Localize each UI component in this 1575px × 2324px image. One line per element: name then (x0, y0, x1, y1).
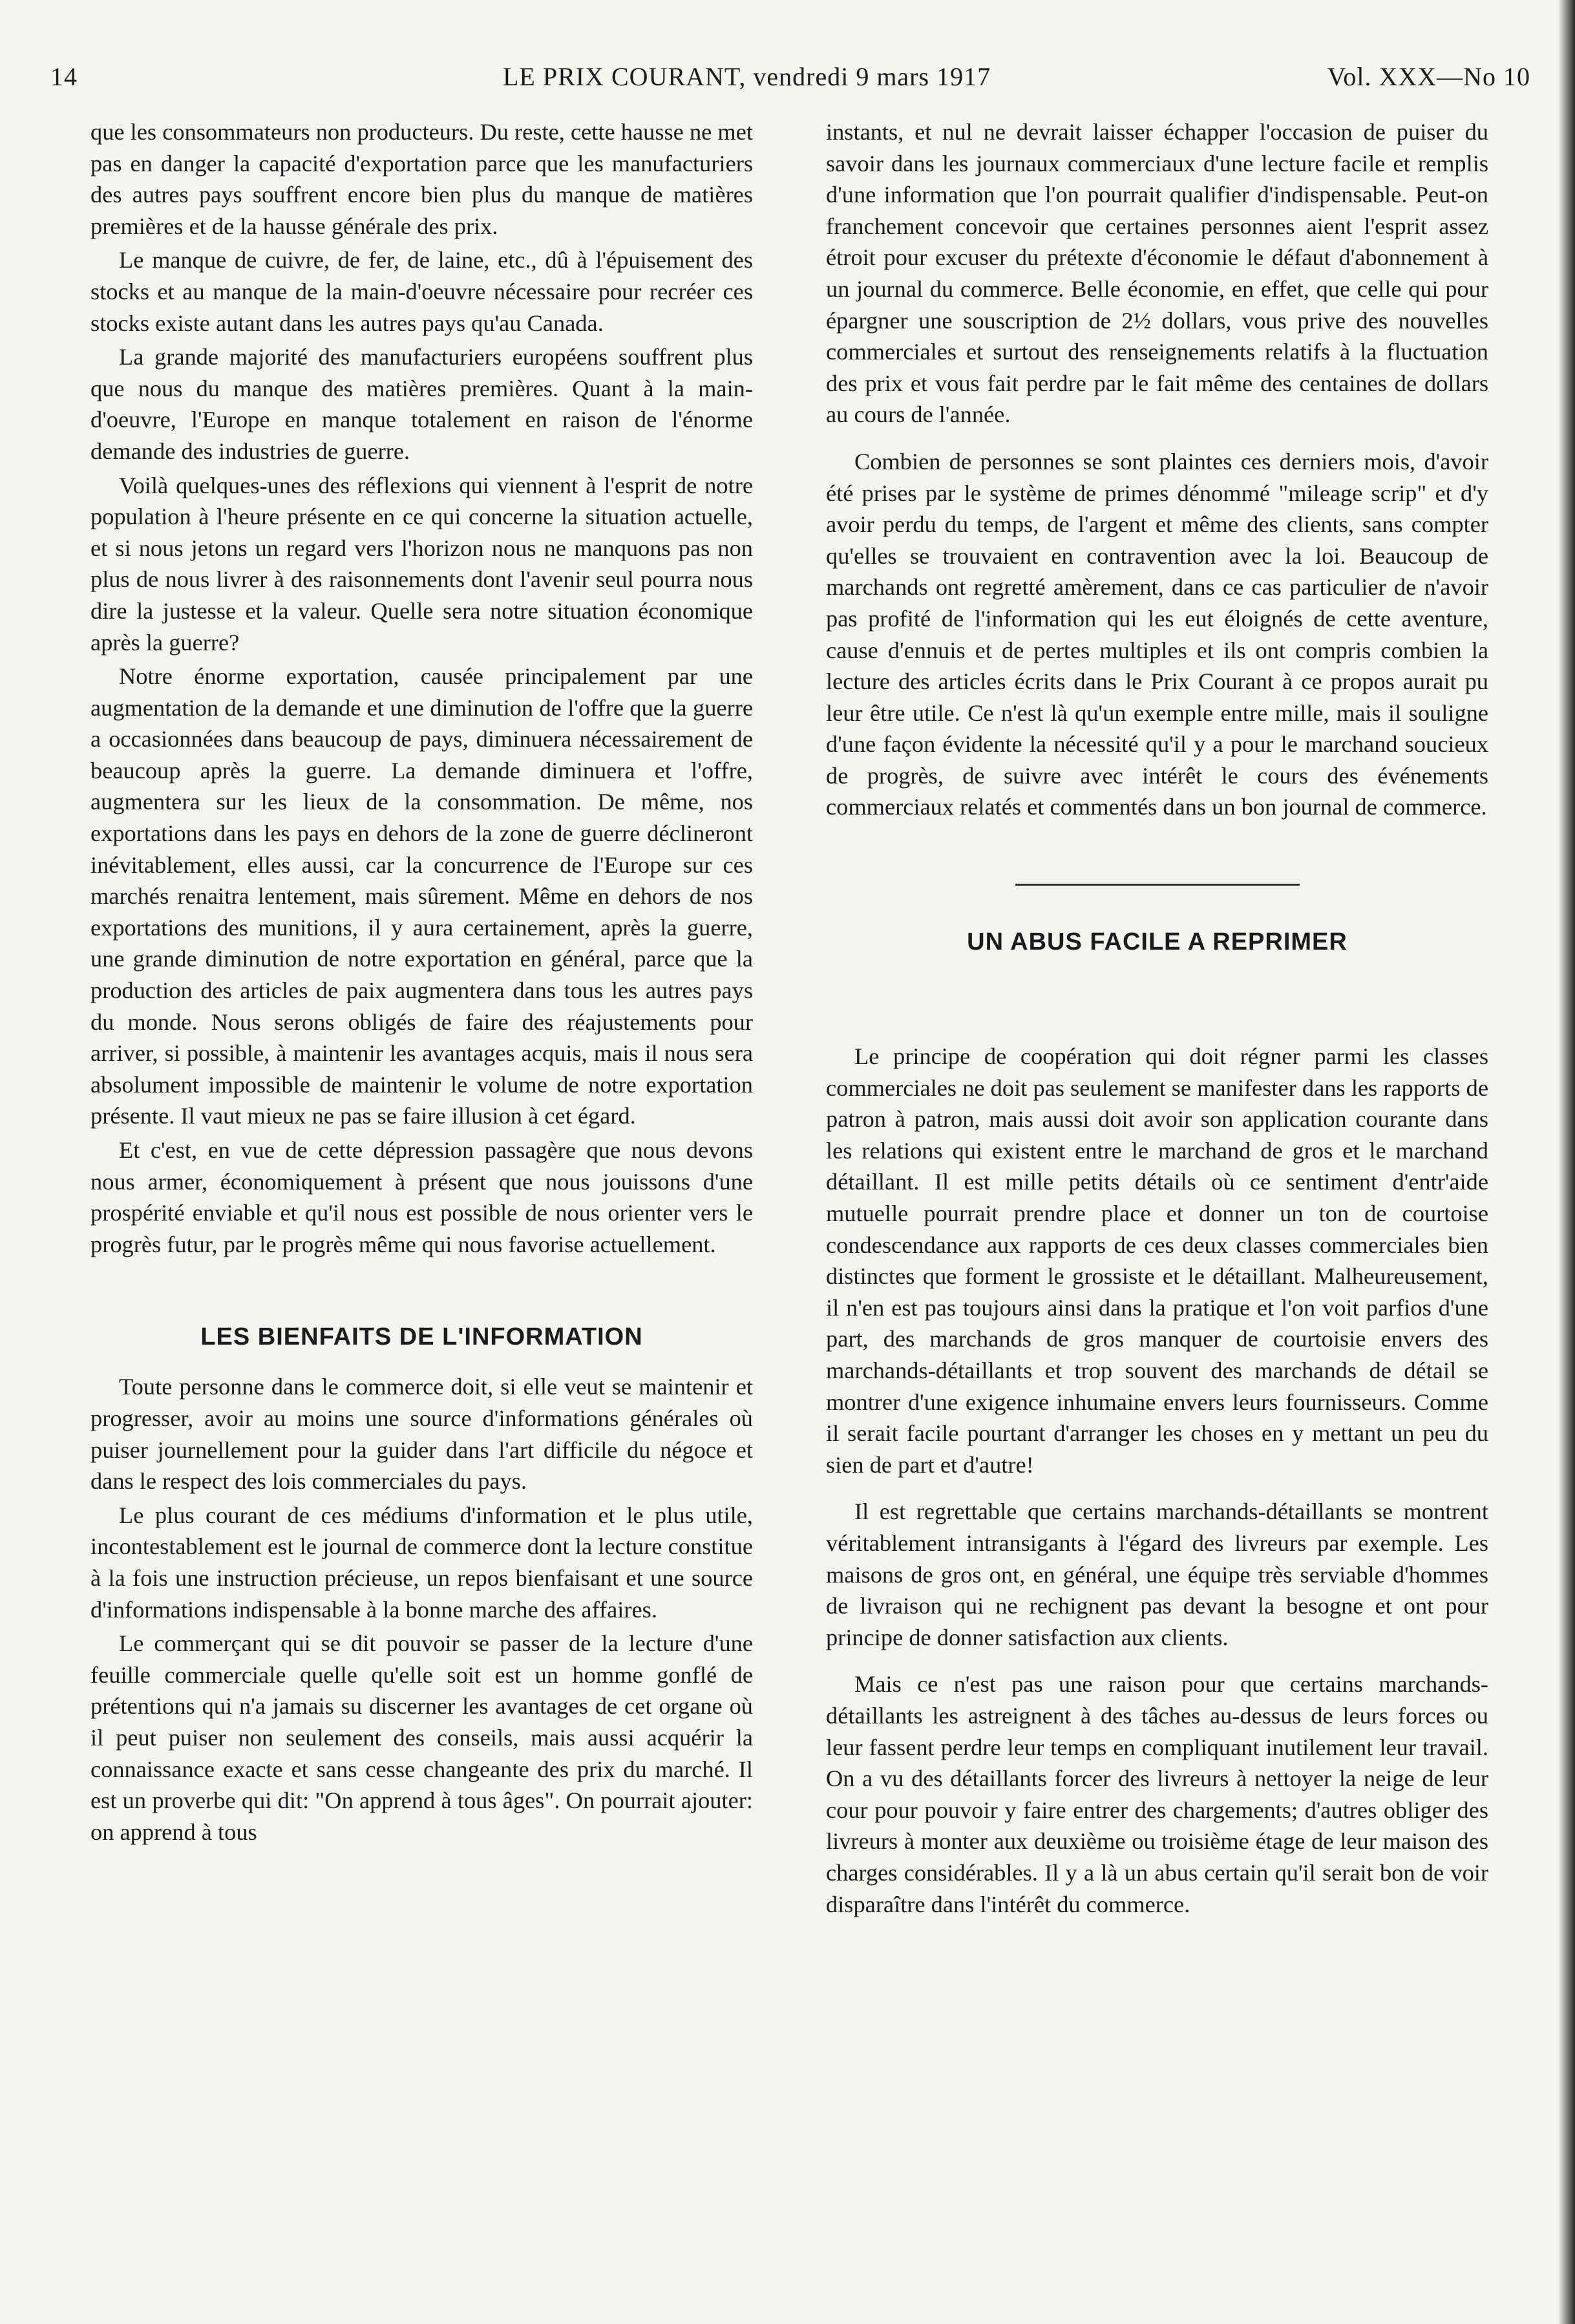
publication-dateline: LE PRIX COURANT, vendredi 9 mars 1917 (503, 62, 991, 91)
paragraph: Notre énorme exportation, causée principalement par une augmentation de la demande et une diminution de l'offre que la guerre a occasionnées dans beaucoup de pays, diminuera nécessairement de beaucoup après la guerre. La demande diminuera et l'offre, augmentera sur les lieux de la consommation. De même, nos exportations dans les pays en dehors de la zone de guerre déclineront inévitablement, elles aussi, car la concurrence de l'Europe sur ces marchés renaitra lentement, mais sûrement. Même en dehors de nos exportations des munitions, il y aura certainement, après la guerre, une grande diminution de notre exportation en général, parce que la production des articles de paix augmentera dans tous les autres pays du monde. Nous serons obligés de faire des réajustements pour arriver, si possible, à maintenir les avantages acquis, mais il nous sera absolument impossible de maintenir le volume de notre exportation présente. Il vaut mieux ne pas se faire illusion à cet égard. (90, 663, 753, 1129)
scan-edge-shadow (1558, 0, 1575, 2324)
paragraph: Le commerçant qui se dit pouvoir se passer de la lecture d'une feuille commerciale quelle qu'elle soit est un homme gonflé de prétentions qui n'a jamais su discerner les avantages de cet organe où il peut puiser non seulement des conseils, mais aussi acquérir la connaissance exacte et sans cesse changeante des prix du marché. Il est un proverbe qui dit: "On apprend à tous âges". On pourrait ajouter: on apprend à tous (90, 1630, 753, 1845)
article-title-abus: UN ABUS FACILE A REPRIMER (967, 928, 1348, 956)
page-header (50, 61, 1530, 107)
left-column (90, 116, 753, 1848)
paragraph: Le plus courant de ces médiums d'information et le plus utile, incontestablement est le journal de commerce dont la lecture constitue à la fois une instruction précieuse, un repos bienfaisant et une source d'informations indispensable à la bonne marche des affaires. (90, 1502, 753, 1623)
paragraph: que les consommateurs non producteurs. Du reste, cette hausse ne met pas en danger la capacité d'exportation parce que les manufacturiers des autres pays souffrent encore bien plus du manque de matières premières et de la hausse générale des prix. (90, 119, 753, 239)
paragraph: Mais ce n'est pas une raison pour que certains marchands-détaillants les astreignent à des tâches au-dessus de leurs forces ou leur fassent perdre leur temps en compliquant inutilement leur travail. On a vu des détaillants forcer des livreurs à nettoyer la neige de leur cour pour pouvoir y faire entrer des chargements; d'autres obliger des livreurs à monter aux deuxième ou troisième étage de leur maison des charges considérables. Il y a là un abus certain qu'il serait bon de voir disparaître dans l'intérêt du commerce. (826, 1671, 1488, 1917)
paragraph: Voilà quelques-unes des réflexions qui viennent à l'esprit de notre population à l'heure présente en ce qui concerne la situation actuelle, et si nous jetons un regard vers l'horizon nous ne manquons pas non plus de nous livrer à des raisonnements dont l'avenir seul pourra nous dire la justesse et la valeur. Quelle sera notre situation économique après la guerre? (90, 472, 753, 656)
paragraph: Et c'est, en vue de cette dépression passagère que nous devons nous armer, économiquement à présent que nous jouissons d'une prospérité enviable et qu'il nous est possible de nous orienter vers le progrès futur, par le progrès même qui nous favorise actuellement. (90, 1137, 753, 1257)
paragraph: Combien de personnes se sont plaintes ces derniers mois, d'avoir été prises par le système de primes dénommé "mileage scrip" et d'y avoir perdu du temps, de l'argent et même des clients, sans compter qu'elles se trouvaient en contravention avec la loi. Beaucoup de marchands ont regretté amèrement, dans ce cas particulier de n'avoir pas profité de l'information qui les eut éloignés de cette aventure, cause d'ennuis et de pertes multiples et ils ont compris combien la lecture des articles écrits dans le Prix Courant à ce propos aurait pu leur être utile. Ce n'est là qu'un exemple entre mille, mais il souligne d'une façon évidente la nécessité qu'il y a pour le marchand soucieux de progrès, de suivre avec intérêt le cours des événements commerciaux relatés et commentés dans un bon journal de commerce. (826, 448, 1488, 820)
section-divider (1015, 884, 1300, 886)
paragraph: Toute personne dans le commerce doit, si elle veut se maintenir et progresser, avoir au moins une source d'informations générales où puiser journellement pour la guider dans l'art difficile du négoce et dans le respect des lois commerciales du pays. (90, 1374, 753, 1495)
page-number: 14 (50, 62, 78, 91)
paragraph: La grande majorité des manufacturiers européens souffrent plus que nous du manque des matières premières. Quant à la main-d'oeuvre, l'Europe en manque totalement en raison de l'énorme demande des industries de guerre. (90, 344, 753, 464)
article-title-information: LES BIENFAITS DE L'INFORMATION (200, 1323, 643, 1351)
paragraph: Il est regrettable que certains marchands-détaillants se montrent véritablement intransigants à l'égard des livreurs par exemple. Les maisons de gros ont, en général, une équipe très serviable d'hommes de livraison qui ne rechignent pas devant la besogne et ont pour principe de donner satisfaction aux clients. (826, 1498, 1488, 1650)
right-column (826, 116, 1488, 1920)
paragraph: instants, et nul ne devrait laisser échapper l'occasion de puiser du savoir dans les journaux commerciaux d'une lecture facile et remplis d'une information que l'on pourrait qualifier d'indispensable. Peut-on franchement concevoir que certaines personnes aient l'esprit assez étroit pour excuser du prétexte d'économie le défaut d'abonnement à un journal du commerce. Belle économie, en effet, que celle qui pour épargner une souscription de 2½ dollars, vous prive des nouvelles commerciales et surtout des renseignements relatifs à la fluctuation des prix et vous fait perdre par le fait même des centaines de dollars au cours de l'année. (826, 119, 1488, 428)
paragraph: Le principe de coopération qui doit régner parmi les classes commerciales ne doit pas seulement se manifester dans les rapports de patron à patron, mais aussi doit avoir son application courante dans les relations qui existent entre le marchand de gros et le marchand détaillant. Il est mille petits détails où ce sentiment d'entr'aide mutuelle pourrait prendre place et donner un ton de courtoise condescendance aux rapports de ces deux classes commerciales bien distinctes que forment le grossiste et le détaillant. Malheureusement, il n'en est pas toujours ainsi dans la pratique et l'on voit parfios d'une part, des marchands de gros manquer de courtoisie envers des marchands-détaillants et trop souvent des marchands de détail se montrer d'une exigence inhumaine envers leurs fournisseurs. Comme il serait facile pourtant d'arranger les choses en y mettant un peu du sien de part et d'autre! (826, 1043, 1488, 1478)
paragraph: Le manque de cuivre, de fer, de laine, etc., dû à l'épuisement des stocks et au manque de la main-d'oeuvre nécessaire pour recréer ces stocks existe autant dans les autres pays qu'au Canada. (90, 247, 753, 336)
volume-number: Vol. XXX—No 10 (1327, 62, 1530, 91)
